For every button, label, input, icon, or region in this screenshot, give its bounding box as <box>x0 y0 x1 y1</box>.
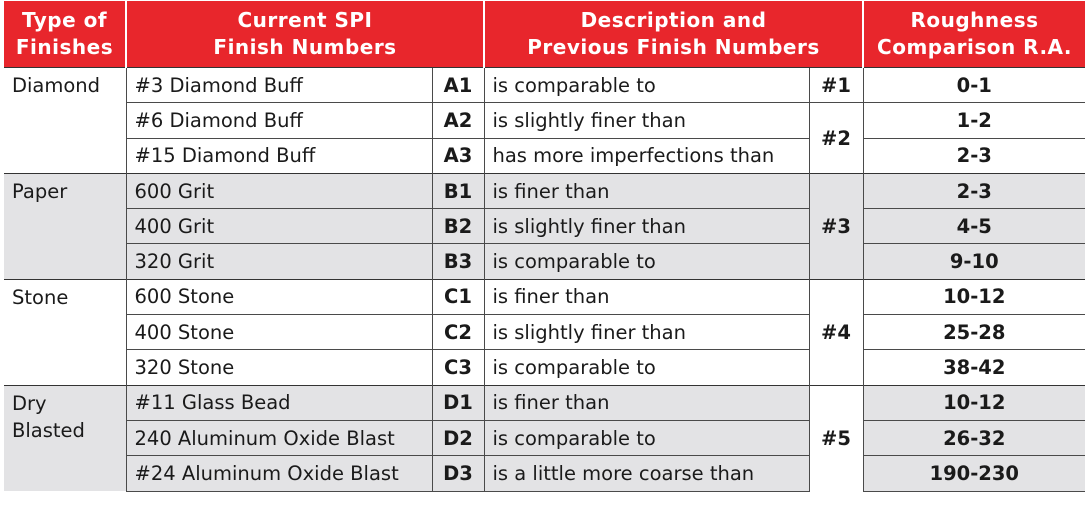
previous-number-cell: #2 <box>809 103 863 174</box>
table-row <box>4 420 1085 455</box>
code-cell: D2 <box>432 420 484 455</box>
header-type-of-finishes <box>4 1 126 68</box>
roughness-cell: 38-42 <box>863 350 1085 385</box>
header-line: Previous Finish Numbers <box>527 34 820 59</box>
type-cell: Stone <box>4 279 126 385</box>
finish-cell: 240 Aluminum Oxide Blast <box>126 420 432 455</box>
roughness-cell: 10-12 <box>863 279 1085 314</box>
roughness-cell: 26-32 <box>863 420 1085 455</box>
header-roughness <box>863 1 1085 68</box>
table-row <box>4 173 1085 208</box>
roughness-cell: 25-28 <box>863 315 1085 350</box>
code-cell: B2 <box>432 209 484 244</box>
previous-number-cell: #5 <box>809 385 863 491</box>
spi-finish-table <box>4 1 1085 492</box>
roughness-cell: 1-2 <box>863 103 1085 138</box>
type-cell: Paper <box>4 173 126 279</box>
finish-cell: 320 Stone <box>126 350 432 385</box>
description-cell: is finer than <box>484 173 809 208</box>
table-row <box>4 244 1085 279</box>
code-cell: A2 <box>432 103 484 138</box>
type-line: Dry <box>12 391 47 415</box>
code-cell: C1 <box>432 279 484 314</box>
code-cell: B3 <box>432 244 484 279</box>
finish-cell: #3 Diamond Buff <box>126 68 432 103</box>
roughness-cell: 2-3 <box>863 138 1085 173</box>
code-cell: C3 <box>432 350 484 385</box>
code-cell: D1 <box>432 385 484 420</box>
finish-cell: #11 Glass Bead <box>126 385 432 420</box>
finish-cell: 600 Grit <box>126 173 432 208</box>
description-cell: is finer than <box>484 279 809 314</box>
description-cell: is comparable to <box>484 68 809 103</box>
finish-cell: 400 Grit <box>126 209 432 244</box>
finish-cell: 400 Stone <box>126 315 432 350</box>
code-cell: A3 <box>432 138 484 173</box>
roughness-cell: 4-5 <box>863 209 1085 244</box>
previous-number-cell: #4 <box>809 279 863 385</box>
roughness-cell: 190-230 <box>863 456 1085 491</box>
finish-cell: #6 Diamond Buff <box>126 103 432 138</box>
finish-cell: #15 Diamond Buff <box>126 138 432 173</box>
table-row <box>4 209 1085 244</box>
type-cell <box>4 385 126 491</box>
finish-cell: 320 Grit <box>126 244 432 279</box>
header-current-spi <box>126 1 484 68</box>
type-cell: Diamond <box>4 68 126 174</box>
roughness-cell: 9-10 <box>863 244 1085 279</box>
description-cell: is slightly finer than <box>484 209 809 244</box>
description-cell: is slightly finer than <box>484 103 809 138</box>
table-row <box>4 68 1085 103</box>
table-row <box>4 456 1085 491</box>
previous-number-cell: #1 <box>809 68 863 103</box>
code-cell: D3 <box>432 456 484 491</box>
description-cell: is slightly finer than <box>484 315 809 350</box>
description-cell: is comparable to <box>484 350 809 385</box>
roughness-cell: 2-3 <box>863 173 1085 208</box>
header-line: Roughness <box>910 7 1039 32</box>
finish-cell: 600 Stone <box>126 279 432 314</box>
roughness-cell: 0-1 <box>863 68 1085 103</box>
header-description <box>484 1 863 68</box>
previous-number-cell: #3 <box>809 173 863 279</box>
code-cell: A1 <box>432 68 484 103</box>
header-line: Description and <box>580 7 767 32</box>
finish-cell: #24 Aluminum Oxide Blast <box>126 456 432 491</box>
table-row <box>4 138 1085 173</box>
header-line: Type of <box>21 7 108 32</box>
header-line: Finish Numbers <box>213 34 397 59</box>
description-cell: is comparable to <box>484 420 809 455</box>
roughness-cell: 10-12 <box>863 385 1085 420</box>
description-cell: is finer than <box>484 385 809 420</box>
table-row <box>4 315 1085 350</box>
table-row <box>4 103 1085 138</box>
header-line: Current SPI <box>237 7 373 32</box>
table-row <box>4 279 1085 314</box>
code-cell: B1 <box>432 173 484 208</box>
description-cell: is a little more coarse than <box>484 456 809 491</box>
table-row <box>4 350 1085 385</box>
table-row <box>4 385 1085 420</box>
description-cell: is comparable to <box>484 244 809 279</box>
header-row <box>4 1 1085 68</box>
header-line: Finishes <box>15 34 114 59</box>
type-line: Blasted <box>12 418 85 442</box>
code-cell: C2 <box>432 315 484 350</box>
header-line: Comparison R.A. <box>877 34 1072 59</box>
description-cell: has more imperfections than <box>484 138 809 173</box>
